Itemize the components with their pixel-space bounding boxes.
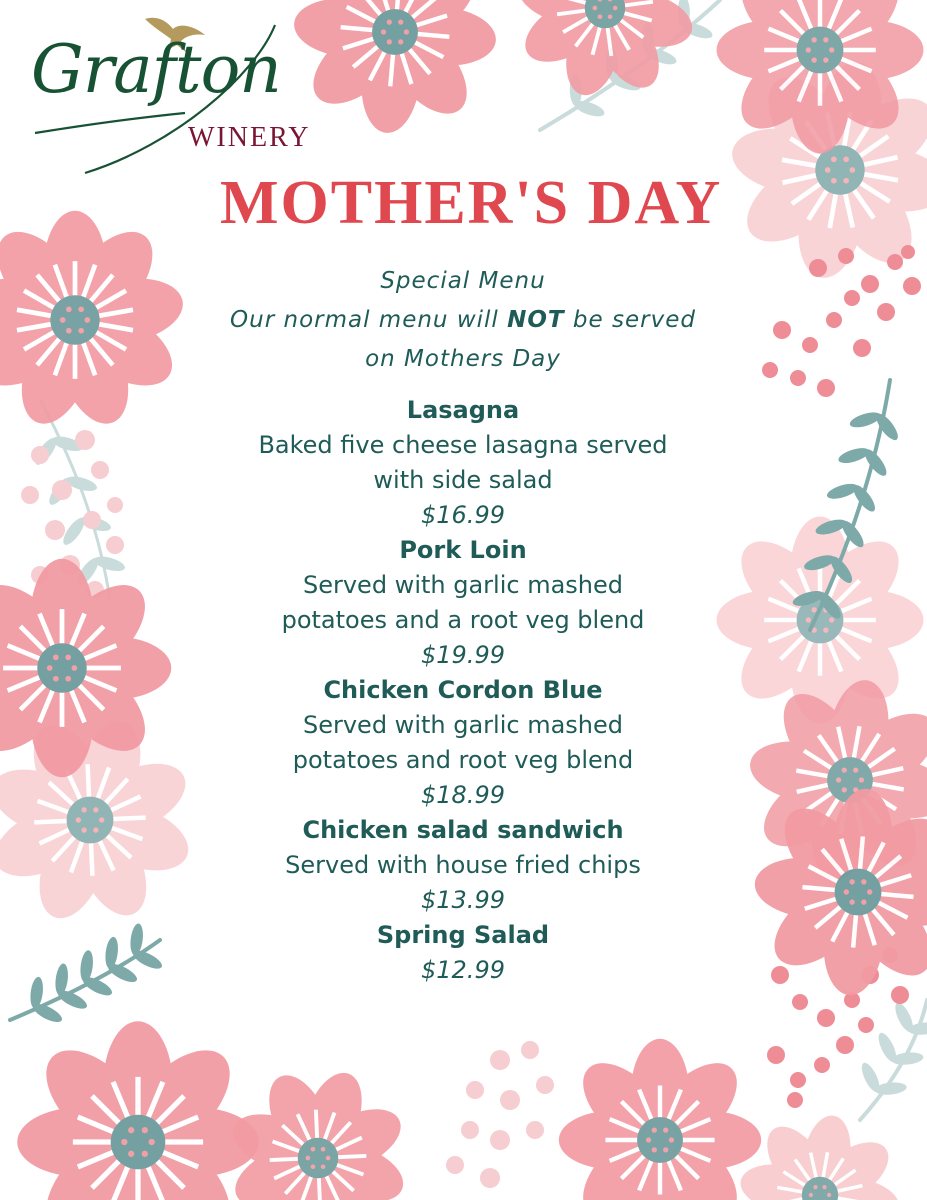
- flower-center-dot: [823, 37, 828, 42]
- flower-shape: [17, 1021, 259, 1200]
- menu-item-price: $12.99: [421, 956, 505, 984]
- flower-center-dot: [326, 1156, 331, 1161]
- flower-center-dot: [844, 889, 849, 894]
- logo-winery-text: WINERY: [188, 122, 311, 153]
- intro-notice-after: be served: [564, 307, 696, 333]
- flower-center-dot: [93, 827, 98, 832]
- flower-center-dot: [825, 167, 831, 173]
- flower-center: [50, 295, 99, 344]
- berry-shape: [83, 511, 101, 529]
- leaf-shape: [837, 445, 871, 466]
- berry-shape: [861, 275, 879, 293]
- flower-center-dot: [652, 1127, 657, 1132]
- menu-item-description: potatoes and a root veg blend: [281, 606, 645, 634]
- berry-shape: [853, 339, 871, 357]
- flower-center-dot: [827, 1193, 831, 1197]
- berry-shape: [838, 248, 854, 264]
- menu-item-description: Served with garlic mashed: [302, 711, 623, 739]
- berry-shape: [858, 1017, 874, 1033]
- flower-center-dot: [669, 1137, 674, 1142]
- flower-center-dot: [60, 317, 66, 323]
- berry-shape: [461, 1121, 479, 1139]
- berry-shape: [446, 1156, 464, 1174]
- flower-center-dot: [811, 57, 816, 62]
- flower-center-dot: [306, 1156, 311, 1161]
- flower-center-dot: [829, 47, 834, 52]
- flower-center-dot: [121, 1139, 127, 1145]
- berry-shape: [817, 379, 835, 397]
- flower-center-dot: [823, 57, 828, 62]
- flower-center: [797, 27, 844, 74]
- berry-shape: [45, 520, 65, 540]
- flower-center: [67, 797, 114, 844]
- intro-notice-before: Our normal menu will: [230, 307, 508, 333]
- menu-item-name: Chicken Cordon Blue: [323, 676, 603, 704]
- flower-center-dot: [861, 899, 866, 904]
- flower-center-dot: [809, 1193, 813, 1197]
- menu-item: [160, 918, 766, 988]
- flower-center: [835, 869, 882, 916]
- flower-center-dot: [593, 6, 598, 11]
- berry-shape: [500, 1090, 520, 1110]
- flower-center-dot: [831, 178, 837, 184]
- menu-item-description: Served with house fried chips: [285, 851, 641, 879]
- menu-item: [160, 673, 766, 813]
- leaf-shape: [825, 481, 859, 502]
- menu-item-price: $16.99: [421, 501, 505, 529]
- menu-item: [160, 393, 766, 533]
- berry-shape: [901, 245, 915, 259]
- flower-center: [37, 643, 86, 692]
- flower-center-dot: [853, 767, 858, 772]
- menu-item-price: $19.99: [421, 641, 505, 669]
- berry-shape: [466, 1081, 484, 1099]
- flower-center-dot: [811, 37, 816, 42]
- menu-list: [160, 393, 766, 988]
- berry-shape: [903, 277, 921, 295]
- berry-shape: [809, 259, 827, 277]
- flower-center-dot: [843, 156, 849, 162]
- berry-shape: [91, 461, 109, 479]
- flower-center: [298, 1138, 339, 1179]
- menu-item-name: Chicken salad sandwich: [302, 816, 624, 844]
- flower-center-dot: [47, 665, 53, 671]
- berry-shape: [75, 430, 95, 450]
- flower-center-dot: [849, 899, 854, 904]
- berry-shape: [771, 966, 789, 984]
- flower-center-dot: [829, 617, 834, 622]
- berry-shape: [521, 1041, 539, 1059]
- berry-shape: [480, 1168, 500, 1188]
- flower-center-dot: [65, 654, 71, 660]
- flower-center-dot: [861, 879, 866, 884]
- flower-center-dot: [53, 654, 59, 660]
- flower-center-dot: [843, 178, 849, 184]
- berry-shape: [814, 1057, 830, 1073]
- menu-item: [160, 813, 766, 918]
- flower-center-dot: [831, 156, 837, 162]
- berry-shape: [836, 1036, 854, 1054]
- menu-item-description: potatoes and root veg blend: [292, 746, 634, 774]
- flower-center-dot: [806, 47, 811, 52]
- berry-shape: [773, 321, 791, 339]
- menu-item-price: $13.99: [421, 886, 505, 914]
- flower-center-dot: [663, 1127, 668, 1132]
- flower-center-dot: [149, 1139, 155, 1145]
- flower-shape: [0, 559, 171, 778]
- berry-shape: [891, 986, 909, 1004]
- flower-center-dot: [65, 676, 71, 682]
- menu-item-name: Lasagna: [406, 396, 520, 424]
- flower-center-dot: [842, 767, 847, 772]
- flower-center-dot: [598, 14, 603, 19]
- flower-center-dot: [608, 14, 613, 19]
- berry-shape: [790, 1072, 806, 1088]
- flower-shape: [559, 1039, 761, 1200]
- grafton-winery-logo: [25, 5, 355, 175]
- intro-notice-emphasis: NOT: [507, 307, 565, 333]
- berry-shape: [490, 1050, 510, 1070]
- flower-center-dot: [387, 39, 392, 44]
- menu-item-price: $18.99: [421, 781, 505, 809]
- flower-center-dot: [387, 19, 392, 24]
- flower-center-dot: [652, 1147, 657, 1152]
- menu-item-description: Baked five cheese lasagna served: [258, 431, 668, 459]
- flower-center-dot: [81, 807, 86, 812]
- flower-center-dot: [867, 889, 872, 894]
- flower-center-dot: [311, 1147, 316, 1152]
- flower-center-dot: [81, 827, 86, 832]
- flower-center-dot: [663, 1147, 668, 1152]
- menu-item-name: Pork Loin: [399, 536, 527, 564]
- berry-shape: [21, 486, 39, 504]
- flower-center: [111, 1115, 166, 1170]
- flower-center-dot: [66, 328, 72, 334]
- berry-shape: [887, 254, 903, 270]
- menu-item: [160, 533, 766, 673]
- flower-center-dot: [404, 29, 409, 34]
- berry-shape: [106, 536, 124, 554]
- flower-center-dot: [836, 777, 841, 782]
- flower-center-dot: [78, 328, 84, 334]
- logo-script-text: Grafton: [31, 31, 281, 108]
- flower-center-dot: [128, 1151, 134, 1157]
- berry-shape: [826, 312, 842, 328]
- flower-center-dot: [142, 1127, 148, 1133]
- menu-item-description: Served with garlic mashed: [302, 571, 623, 599]
- flower-center-dot: [850, 167, 856, 173]
- flower-center-dot: [613, 6, 618, 11]
- flower-center-dot: [53, 676, 59, 682]
- berry-shape: [107, 497, 123, 513]
- flower-center-dot: [93, 807, 98, 812]
- berry-shape: [787, 1092, 803, 1108]
- flower-center-dot: [806, 617, 811, 622]
- flower-shape: [512, 0, 699, 101]
- flower-center-dot: [321, 1164, 326, 1169]
- flower-center-dot: [85, 317, 91, 323]
- flower-center-dot: [813, 1185, 817, 1189]
- leaf-shape: [848, 409, 882, 430]
- flower-center-dot: [66, 306, 72, 312]
- berry-shape: [817, 1009, 835, 1027]
- flower-center-dot: [99, 817, 104, 822]
- flower-center-dot: [398, 19, 403, 24]
- berry-shape: [767, 1046, 785, 1064]
- berry-shape: [52, 480, 72, 500]
- flower-center-dot: [311, 1164, 316, 1169]
- flower-center-dot: [72, 665, 78, 671]
- berry-shape: [536, 1076, 554, 1094]
- page-title: MOTHER'S DAY: [220, 169, 723, 237]
- menu-item-name: Spring Salad: [376, 921, 550, 949]
- berry-shape: [490, 1130, 510, 1150]
- flower-center-dot: [849, 879, 854, 884]
- flower-center-dot: [646, 1137, 651, 1142]
- flower-center-dot: [128, 1127, 134, 1133]
- intro-line-special-menu: Special Menu: [380, 268, 546, 294]
- flower-center-dot: [142, 1151, 148, 1157]
- flower-center-dot: [811, 607, 816, 612]
- berry-shape: [844, 290, 860, 306]
- berry-shape: [802, 337, 818, 353]
- flower-center-dot: [78, 306, 84, 312]
- flower-center-dot: [823, 627, 828, 632]
- flower-center: [372, 9, 418, 55]
- flower-center-dot: [398, 39, 403, 44]
- intro-line-mothers-day: on Mothers Day: [365, 346, 561, 372]
- berry-shape: [31, 446, 49, 464]
- berry-shape: [877, 303, 895, 321]
- flower-center-dot: [381, 29, 386, 34]
- menu-intro: [160, 262, 766, 379]
- berry-shape: [792, 994, 808, 1010]
- menu-item-description: with side salad: [373, 466, 553, 494]
- flower-center: [637, 1117, 683, 1163]
- flower-center-dot: [76, 817, 81, 822]
- flower-center-dot: [321, 1147, 326, 1152]
- berry-shape: [526, 1121, 544, 1139]
- flower-shape: [737, 1112, 904, 1200]
- flower-center-dot: [842, 787, 847, 792]
- berry-shape: [790, 370, 806, 386]
- intro-line-notice: [160, 301, 766, 340]
- flower-shape: [225, 1065, 411, 1200]
- flower-center-dot: [859, 777, 864, 782]
- flower-center-dot: [822, 1185, 826, 1189]
- leaf-shape: [891, 1051, 924, 1066]
